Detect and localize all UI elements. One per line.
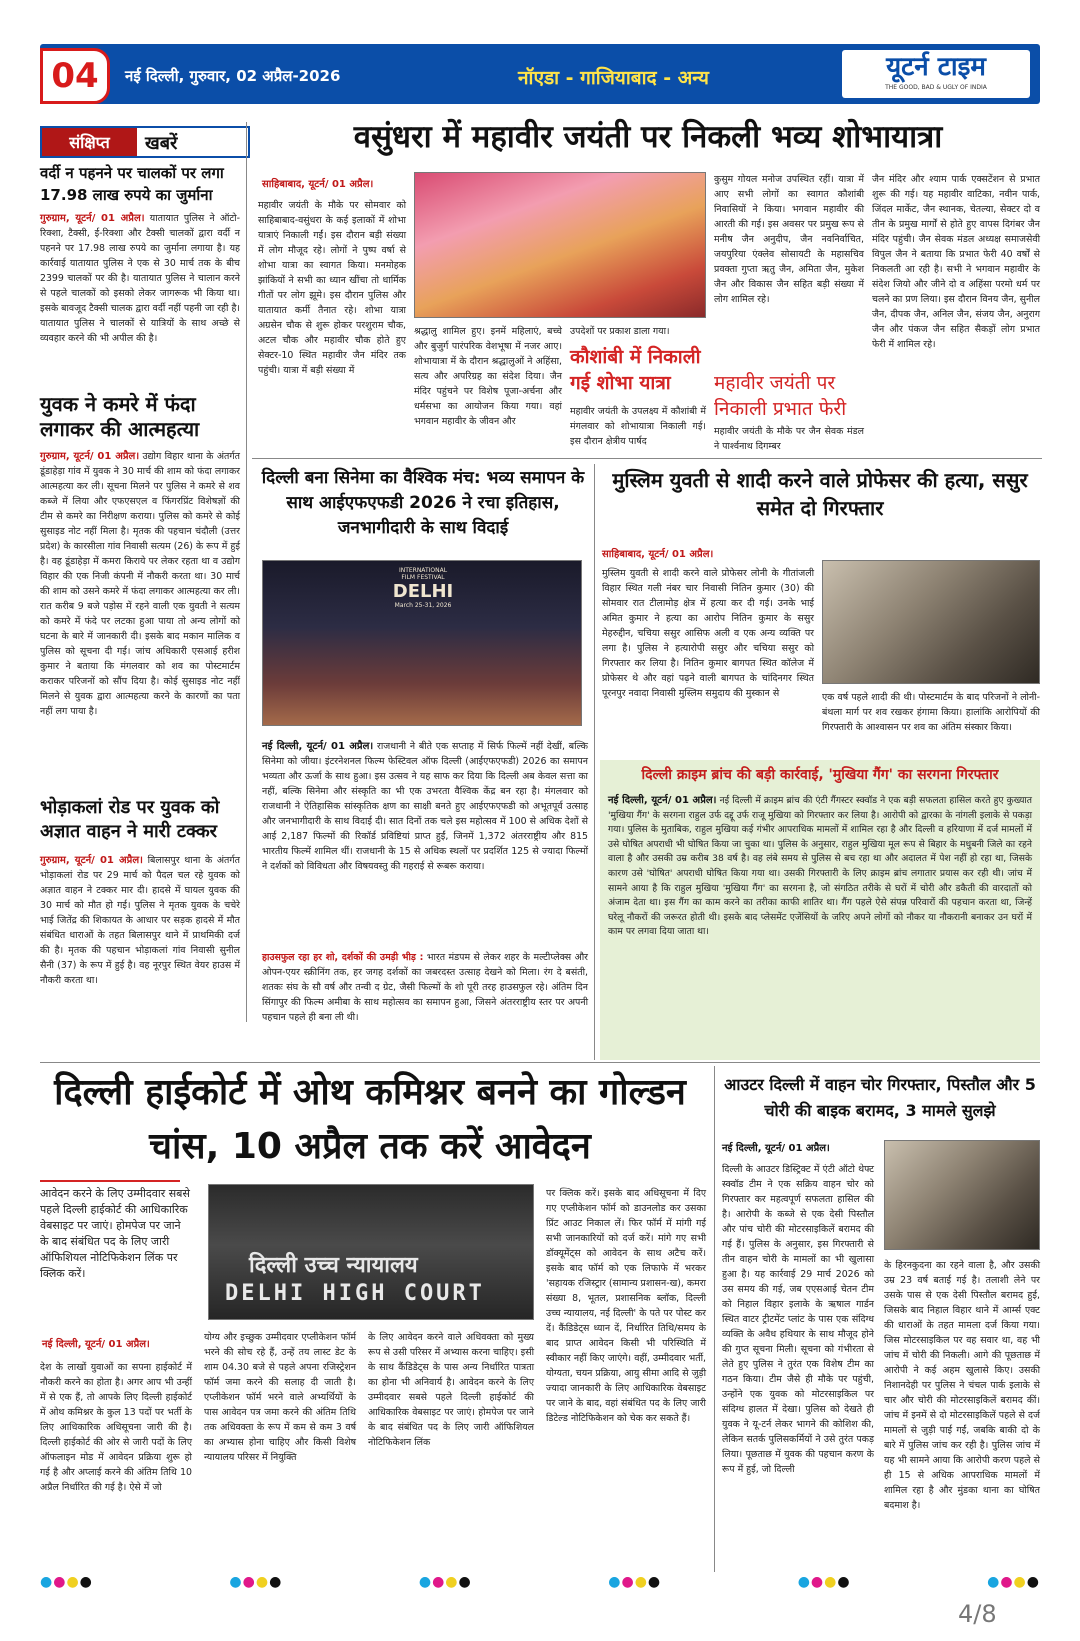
iffd-body-1: नई दिल्ली, यूटर्न/ 01 अप्रैल। राजधानी ने बीते एक सप्ताह में सिर्फ फिल्में नहीं देखीं, बल्कि सिनेमा को जीया। इंटरनेशनल फिल्म फेस्टिवल ऑफ दिल्ली (आईएफएफडी) 2026 का समापन भव्यता और ऊर्जा के साथ हुआ। इस उत्सव ने यह साफ कर दिया कि दिल्ली अब केवल सत्ता का नहीं, बल्कि सिनेमा और संस्कृति का भी एक उभरता वैश्विक केंद्र बन रहा है। मंगलवार को राजधानी ने ऐतिहासिक सांस्कृतिक क्षण का साक्षी बनते हुए आईएफएफडी को अभूतपूर्व उत्साह और जनभागीदारी के साथ विदाई दी। सात दिनों तक चले इस महोत्सव में 100 से अधिक देशों से आई 2,187 फिल्मों की रिकॉर्ड प्रविष्टियां प्राप्त हुईं, जिनमें 1,372 अंतरराष्ट्रीय और 815 भारतीय फिल्में शामिल थीं। राजधानी के 15 से अधिक स्थलों पर प्रदर्शित 125 से ज्यादा फिल्मों ने दर्शकों को विविधता और विषयवस्तु की गहराई से रूबरू कराया। bbox=[262, 741, 588, 872]
crime-branch-body: नई दिल्ली, यूटर्न/ 01 अप्रैल। नई दिल्ली में क्राइम ब्रांच की एंटी गैंगस्टर स्क्वॉड ने एक बड़ी सफलता हासिल करते हुए कुख्यात 'मुखिया गैंग' के सरगना राहुल उर्फ दद्दू उर्फ राजू मुखिया को गिरफ्तार कर लिया है। आरोपी को द्वारका के नांगली इलाके से पकड़ा गया। पुलिस के मुताबिक, राहुल मुखिया कई गंभीर आपराधिक मामलों में शामिल रहा है और दिल्ली व हरियाणा में दर्ज मामलों में उसे घोषित अपराधी भी घोषित किया जा चुका था। पुलिस के अनुसार, राहुल मुखिया मूल रूप से बिहार के मधुबनी जिले का रहने वाला है और उसकी उम्र करीब 38 वर्ष है। वह लंबे समय से पुलिस से बच रहा था और अदालत में पेश नहीं हो रहा था, जिसके कारण उसे 'घोषित' अपराधी घोषित किया गया था। उसकी गिरफ्तारी के लिए क्राइम ब्रांच लगातार प्रयास कर रही थी। जांच में सामने आया है कि राहुल मुखिया 'मुखिया गैंग' का सरगना है, जो संगठित तरीके से घरों में चोरी और डकैती की वारदातों को अंजाम देता था। इस गैंग का काम करने का तरीका काफी शातिर था। गैंग पहले ऐसे संपन्न परिवारों की पहचान करता था, जिन्हें घरेलू नौकरों की जरूरत होती थी। इसके बाद प्लेसमेंट एजेंसियों के जरिए अपने लोगों को नौकर या नौकरानी बनाकर उन घरों में काम पर लगवा दिया जाता था। bbox=[608, 795, 1033, 938]
brief-1-headline: वर्दी न पहनने पर चालकों पर लगा 17.98 लाख रुपये का जुर्माना bbox=[40, 164, 224, 204]
high-court-photo bbox=[208, 1184, 534, 1320]
lead-col-5: जैन मंदिर और श्याम पार्क एक्सटेंशन से प्रभात शुरू की गई। यह महावीर वाटिका, नवीन पार्क, जिंदल मार्केट, जैन स्थानक, चेतल्या, सेक्टर दो व तीन के प्रमुख मार्गों से होते हुए वापस दिगंबर जैन मंदिर पहुंची। जैन सेवक मंडल अध्यक्ष समाजसेवी विपुल जैन ने बताया कि प्रभात फेरी 40 वर्षों से निकलती आ रही है। सभी ने भगवान महावीर के संदेश जियो और जीने दो व अहिंसा परमो धर्म पर चलने का प्रण लिया। इस दौरान विनय जैन, सुनील जैन, दीपक जैन, अनिल जैन, संजय जैन, अनुराग जैन और पंकज जैन सहित सैकड़ों लोग प्रभात फेरी में शामिल रहे। bbox=[872, 174, 1040, 350]
court-sign-english: DELHI HIGH COURT bbox=[225, 1281, 485, 1306]
page-number: 04 bbox=[40, 48, 110, 104]
lead-col-2: श्रद्धालु शामिल हुए। इनमें महिलाएं, बच्चे और बुजुर्ग पारंपरिक वेशभूषा में नजर आए। शोभायात्रा में के दौरान श्रद्धालुओं ने अहिंसा, सत्य और अपरिग्रह का संदेश दिया। जैन मंदिर पहुंचने पर विशेष पूजा-अर्चना और धर्मसभा का आयोजन किया गया। वहां भगवान महावीर के जीवन और bbox=[414, 326, 562, 427]
color-registration-marks: ●●●● ●●●● ●●●● ●●●● ●●●● ●●●● bbox=[40, 1574, 1040, 1590]
high-court-col-3: के लिए आवेदन करने वाले अधिवक्ता को मुख्य रूप से उसी परिसर में अभ्यास करना चाहिए। इसी के साथ कैंडिडेट्स के पास अन्य निर्धारित पात्रता का होना भी अनिवार्य है। आवेदन करने के लिए उम्मीदवार सबसे पहले दिल्ली हाईकोर्ट की आधिकारिक वेबसाइट पर जाएं। होमपेज पर जाने के बाद संबंधित पद के लिए जारी ऑफिशियल नोटिफिकेशन लिंक bbox=[368, 1332, 534, 1448]
crime-branch-headline: दिल्ली क्राइम ब्रांच की बड़ी कार्रवाई, 'मुखिया गैंग' का सरगना गिरफ्तार bbox=[641, 767, 999, 783]
brief-news-tag: संक्षिप्त खबरें bbox=[40, 126, 250, 158]
professor-dateline: साहिबाबाद, यूटर्न/ 01 अप्रैल। bbox=[602, 549, 714, 560]
section-divider bbox=[252, 458, 1042, 459]
lead-col-4: कुसुम गोयल मनोज उपस्थित रहीं। यात्रा में आए सभी लोगों का स्वागत कौशांबी निवासियों ने किया। भगवान महावीर की आरती की गई। इस अवसर पर प्रमुख रूप से मनीष जैन अनुदीप, जैन नवनिर्वाचित, जयपुरिया एंक्लेव सोसायटी के महासचिव प्रवक्ता गुप्ता ऋतु जैन, अमिता जैन, मुकेश जैन और विकास जैन सहित बड़ी संख्या में लोग शामिल रहे। bbox=[714, 174, 864, 305]
prabhat-feri-subhead: महावीर जयंती पर निकाली प्रभात फेरी bbox=[714, 372, 847, 420]
crime-branch-box bbox=[600, 760, 1040, 1060]
professor-body-1: मुस्लिम युवती से शादी करने वाले प्रोफेसर लोनी के गीतांजली विहार स्थित गली नंबर चार निवासी नितिन कुमार (30) की सोमवार रात टीलामोड़ क्षेत्र में हत्या कर दी गई। उनके भाई अमित कुमार ने हत्या का आरोप नितिन कुमार के ससुर मेहरुद्दीन, चचिया ससुर आसिफ अली व एक अन्य व्यक्ति पर लगा है। पुलिस ने हत्यारोपी ससुर और चचिया ससुर को गिरफ्तार कर लिया है। नितिन कुमार बागपत स्थित कॉलेज में प्रोफेसर थे और वहां पढ़ने वाली बागपत के चांदिनगर स्थित पूरनपुर नवादा निवासी मुस्लिम समुदाय की मुस्कान से bbox=[602, 568, 814, 699]
high-court-col-4: पर क्लिक करें। इसके बाद अधिसूचना में दिए गए एप्लीकेशन फॉर्म को डाउनलोड कर उसका प्रिंट आउट निकाल लें। फिर फॉर्म में मांगी गई सभी जानकारियों को दर्ज करें। मांगे गए सभी डॉक्यूमेंट्स को आवेदन के साथ अटैच करें। इसके बाद फॉर्म को एक लिफाफे में भरकर 'सहायक रजिस्ट्रार (सामान्य प्रशासन-ख), कमरा संख्या 8, भूतल, प्रशासनिक ब्लॉक, दिल्ली उच्च न्यायालय, नई दिल्ली' के पते पर पोस्ट कर दें। कैंडिडेट्स ध्यान दें, निर्धारित तिथि/समय के बाद प्राप्त आवेदन किसी भी परिस्थिति में स्वीकार नहीं किए जाएंगे। वहीं, उम्मीदवार भर्ती, योग्यता, चयन प्रक्रिया, आयु सीमा आदि से जुड़ी ज्यादा जानकारी के लिए आधिकारिक वेबसाइट पर जाने के बाद, वहां संबंधित पद के लिए जारी डिटेल्ड नोटिफिकेशन को चेक कर सकते हैं। bbox=[546, 1188, 706, 1424]
brief-2-body: गुरुग्राम, यूटर्न/ 01 अप्रैल। उद्योग विहार थाना के अंतर्गत डूंडाहेड़ा गांव में युवक ने 30 मार्च की शाम को फंदा लगाकर आत्महत्या कर ली। सूचना मिलने पर पुलिस ने कमरे से शव कब्जे में लिया और एफएसएल व फिंगरप्रिंट विशेषज्ञों की टीम से कमरे का निरीक्षण कराया। पुलिस को कमरे से कोई सुसाइड नोट नहीं मिला है। मृतक की पहचान चंदौली (उत्तर प्रदेश) के कारसीला गांव निवासी सत्यम (26) के रूप में हुई है। वह डूंडाहेड़ा में कमरा किराये पर लेकर रहता था व उद्योग विहार की एक निजी कंपनी में नौकरी करता था। 30 मार्च की शाम को उसने कमरे में फंदा लगाकर आत्महत्या कर ली। रात करीब 9 बजे पड़ोस में रहने वाली एक युवती ने सत्यम को कमरे में फंदे पर लटका हुआ पाया तो अन्य लोगों को घटना के बारे में जानकारी दी। इसके बाद मकान मालिक व पुलिस को सूचना दी गई। जांच अधिकारी एसआई हरीश कुमार ने बताया कि मंगलवार को शव का पोस्टमार्टम कराकर परिजनों को सौंप दिया है। कोई सुसाइड नोट नहीं मिलने से युवक द्वारा आत्महत्या करने के कारणों का पता नहीं लग पाया है। bbox=[40, 451, 240, 717]
arrest-photo bbox=[822, 560, 1040, 684]
lead-col-3b: महावीर जयंती के उपलक्ष्य में कौशांबी में मंगलवार को शोभायात्रा निकाली गई। इस दौरान क्षेत्रीय पार्षद bbox=[570, 406, 706, 447]
procession-photo bbox=[414, 172, 706, 318]
iffd-body-2: हाउसफुल रहा हर शो, दर्शकों की उमड़ी भीड़ : भारत मंडपम से लेकर शहर के मल्टीप्लेक्स और ओपन-एयर स्क्रीनिंग तक, हर जगह दर्शकों का जबरदस्त उत्साह देखने को मिला। रंग दे बसंती, शतकः संघ के सौ वर्ष और तन्वी द ग्रेट, जैसी फिल्मों के शो पूरी तरह हाउसफुल रहे। अंतिम दिन सिंगापुर की फिल्म अमीबा के साथ महोत्सव का समापन हुआ, जिसने अंतरराष्ट्रीय स्तर पर अपनी पहचान पहले ही बना ली थी। bbox=[262, 952, 588, 1023]
high-court-headline: दिल्ली हाईकोर्ट में ओथ कमिश्नर बनने का गोल्डन चांस, 10 अप्रैल तक करें आवेदन bbox=[54, 1072, 686, 1167]
professor-headline: मुस्लिम युवती से शादी करने वाले प्रोफेसर की हत्या, ससुर समेत दो गिरफ्तार bbox=[612, 468, 1028, 520]
brief-1-body: गुरुग्राम, यूटर्न/ 01 अप्रैल। यातायात पुलिस ने ऑटो-रिक्शा, टैक्सी, ई-रिक्शा और टैक्सी चालकों द्वारा वर्दी न पहनने पर 17.98 लाख रुपये का जुर्माना लगाया है। यह कार्रवाई यातायात पुलिस ने एक से 30 मार्च तक के बीच 2399 चालकों पर की है। यातायात पुलिस ने चालान करने से पहले चालकों को इसको लेकर जागरूक भी किया था। इसके बावजूद टैक्सी चालक द्वारा वर्दी नहीं पहनी जा रही है। यातायात पुलिस ने चालकों से यात्रियों के साथ अच्छे से व्यवहार करने की भी अपील की है। bbox=[40, 213, 240, 344]
edition-date: नई दिल्ली, गुरुवार, 02 अप्रैल-2026 bbox=[125, 67, 341, 85]
outer-delhi-headline: आउटर दिल्ली में वाहन चोर गिरफ्तार, पिस्तौल और 5 चोरी की बाइक बरामद, 3 मामले सुलझे bbox=[724, 1075, 1036, 1120]
iffd-event-photo bbox=[262, 560, 582, 726]
high-court-intro-box bbox=[40, 1180, 190, 1330]
high-court-intro: आवेदन करने के लिए उम्मीदवार सबसे पहले दिल्ली हाईकोर्ट की आधिकारिक वेबसाइट पर जाएं। होमपेज पर जाने के बाद संबंधित पद के लिए जारी ऑफिशियल नोटिफिकेशन लिंक पर क्लिक करें। bbox=[40, 1187, 190, 1280]
newspaper-logo: यूटर्न टाइम THE GOOD, BAD & UGLY OF INDIA bbox=[842, 50, 1030, 98]
lead-col-1: महावीर जयंती के मौके पर सोमवार को साहिबाबाद-वसुंधरा के कई इलाकों में शोभा यात्राएं निकाली गईं। इस दौरान बड़ी संख्या में लोग मौजूद रहे। लोगों ने पुष्प वर्षा से शोभा यात्रा का स्वागत किया। मनमोहक झांकियों ने सभी का ध्यान खींचा तो धार्मिक गीतों पर लोग झूमे। इस दौरान पुलिस और यातायात कर्मी तैनात रहे। शोभा यात्रा अग्रसेन चौक से शुरू होकर परशुराम चौक, अटल चौक और महावीर चौक होते हुए सेक्टर-10 स्थित महावीर जैन मंदिर तक पहुंची। यात्रा में बड़ी संख्या में bbox=[258, 200, 406, 376]
high-court-dateline: नई दिल्ली, यूटर्न/ 01 अप्रैल। bbox=[42, 1339, 150, 1350]
brief-2-headline: युवक ने कमरे में फंदा लगाकर की आत्महत्या bbox=[40, 392, 200, 441]
column-divider bbox=[594, 464, 595, 1060]
section-title: नॉएडा - गाजियाबाद - अन्य bbox=[518, 67, 709, 89]
handcuffs-photo bbox=[884, 1140, 1040, 1250]
page-indicator: 4/8 bbox=[958, 1600, 997, 1628]
lead-dateline: साहिबाबाद, यूटर्न/ 01 अप्रैल। bbox=[262, 179, 374, 190]
lead-col-3a: उपदेशों पर प्रकाश डाला गया। bbox=[570, 326, 670, 337]
outer-delhi-col-2: के हिरनकुदना का रहने वाला है, और उसकी उम्र 23 वर्ष बताई गई है। तलाशी लेने पर उसके पास से एक देसी पिस्तौल बरामद हुई, जिसके बाद निहाल विहार थाने में आर्म्स एक्ट की धाराओं के तहत मामला दर्ज किया गया। जिस मोटरसाइकिल पर वह सवार था, वह भी जांच में चोरी की निकली। आगे की पूछताछ में आरोपी ने कई अहम खुलासे किए। उसकी निशानदेही पर पुलिस ने चंचल पार्क इलाके से चार और चोरी की मोटरसाइकिलें बरामद कीं। जांच में इनमें से दो मोटरसाइकिलें पहले से दर्ज मामलों से जुड़ी पाई गईं, जबकि बाकी दो के बारे में पुलिस जांच कर रही है। पुलिस जांच में यह भी सामने आया कि आरोपी करण पहले से ही 15 से अधिक आपराधिक मामलों में शामिल रहा है और मुंडका थाना का घोषित बदमाश है। bbox=[884, 1260, 1040, 1511]
lead-headline: वसुंधरा में महावीर जयंती पर निकली भव्य शोभायात्रा bbox=[353, 119, 943, 155]
high-court-col-1: देश के लाखों युवाओं का सपना हाईकोर्ट में नौकरी करने का होता है। अगर आप भी उन्हीं में से एक हैं, तो आपके लिए दिल्ली हाईकोर्ट में ओथ कमिश्नर के कुल 13 पदों पर भर्ती के लिए आधिकारिक अधिसूचना जारी की है। दिल्ली हाईकोर्ट की ओर से जारी पदों के लिए ऑफलाइन मोड में आवेदन प्रक्रिया शुरू हो गई है और अप्लाई करने की अंतिम तिथि 10 अप्रैल निर्धारित की गई है। ऐसे में जो bbox=[40, 1362, 192, 1493]
high-court-col-2: योग्य और इच्छुक उम्मीदवार एप्लीकेशन फॉर्म भरने की सोच रहे हैं, उन्हें तय लास्ट डेट के शाम 04.30 बजे से पहले अपना रजिस्ट्रेशन फॉर्म जमा करने की सलाह दी जाती है। एप्लीकेशन फॉर्म भरने वाले अभ्यर्थियों के पास आवेदन पत्र जमा करने की अंतिम तिथि तक अधिवक्ता के रूप में कम से कम 3 वर्ष का अभ्यास होना चाहिए और किसी विशेष न्यायालय परिसर में नियुक्ति bbox=[204, 1332, 356, 1463]
section-divider bbox=[40, 1062, 1040, 1063]
column-divider bbox=[246, 122, 247, 1022]
column-divider bbox=[714, 1066, 715, 1572]
lead-col-4b: महावीर जयंती के मौके पर जैन सेवक मंडल ने पार्श्वनाथ दिगम्बर bbox=[714, 426, 864, 452]
professor-body-2: एक वर्ष पहले शादी की थी। पोस्टमार्टम के बाद परिजनों ने लोनी-बंथला मार्ग पर शव रखकर हंगामा किया। हालांकि आरोपियों की गिरफ्तारी के आश्वासन पर शव का अंतिम संस्कार किया। bbox=[822, 692, 1040, 733]
court-sign-hindi: दिल्ली उच्च न्यायालय bbox=[249, 1253, 418, 1278]
outer-delhi-col-1: दिल्ली के आउटर डिस्ट्रिक्ट में एंटी ऑटो थेफ्ट स्क्वॉड टीम ने एक सक्रिय वाहन चोर को गिरफ्तार कर महत्वपूर्ण सफलता हासिल की है। आरोपी के कब्जे से एक देसी पिस्तौल और पांच चोरी की मोटरसाइकिलें बरामद की गई हैं। पुलिस के अनुसार, इस गिरफ्तारी से तीन वाहन चोरी के मामलों का भी खुलासा हुआ है। यह कार्रवाई 29 मार्च 2026 को उस समय की गई, जब एएसआई चेतन टीम को निहाल विहार इलाके के ऋषाल गार्डन स्थित वाटर ट्रीटमेंट प्लांट के पास एक संदिग्ध व्यक्ति के अवैध हथियार के साथ मौजूद होने की गुप्त सूचना मिली। सूचना को गंभीरता से लेते हुए पुलिस ने तुरंत एक विशेष टीम का गठन किया। टीम जैसे ही मौके पर पहुंची, उन्होंने एक युवक को मोटरसाइकिल पर संदिग्ध हालत में देखा। पुलिस को देखते ही युवक ने यू-टर्न लेकर भागने की कोशिश की, लेकिन सतर्क पुलिसकर्मियों ने उसे तुरंत पकड़ लिया। पूछताछ में युवक की पहचान करण के रूप में हुई, जो दिल्ली bbox=[722, 1164, 874, 1475]
iffd-body-1-cont bbox=[262, 838, 588, 918]
brief-3-headline: भोड़ाकलां रोड पर युवक को अज्ञात वाहन ने मारी टक्कर bbox=[40, 797, 220, 842]
outer-delhi-dateline: नई दिल्ली, यूटर्न/ 01 अप्रैल। bbox=[722, 1143, 830, 1154]
festival-banner: INTERNATIONAL FILM FESTIVAL DELHI March 25-31, 2026 bbox=[392, 567, 454, 609]
brief-3-body: गुरुग्राम, यूटर्न/ 01 अप्रैल। बिलासपुर थाना के अंतर्गत भोड़ाकलां रोड पर 29 मार्च को पैदल चल रहे युवक को अज्ञात वाहन ने टक्कर मार दी। हादसे में घायल युवक की 30 मार्च को मौत हो गई। पुलिस ने मृतक युवक के चचेरे भाई जितेंद्र की शिकायत के आधार पर सड़क हादसे में मौत संबंधित धाराओं के तहत बिलासपुर थाने में प्राथमिकी दर्ज की है। मृतक की पहचान भोड़ाकलां गांव निवासी सुनील सैनी (37) के रूप में हुई है। वह नूरपुर स्थित वेयर हाउस में नौकरी करता था। bbox=[40, 855, 240, 986]
kaushambi-subhead: कौशांबी में निकाली गई शोभा यात्रा bbox=[570, 346, 701, 394]
iffd-headline: दिल्ली बना सिनेमा का वैश्विक मंच: भव्य समापन के साथ आईएफएफडी 2026 ने रचा इतिहास, जनभागीदारी के साथ विदाई bbox=[261, 468, 585, 538]
